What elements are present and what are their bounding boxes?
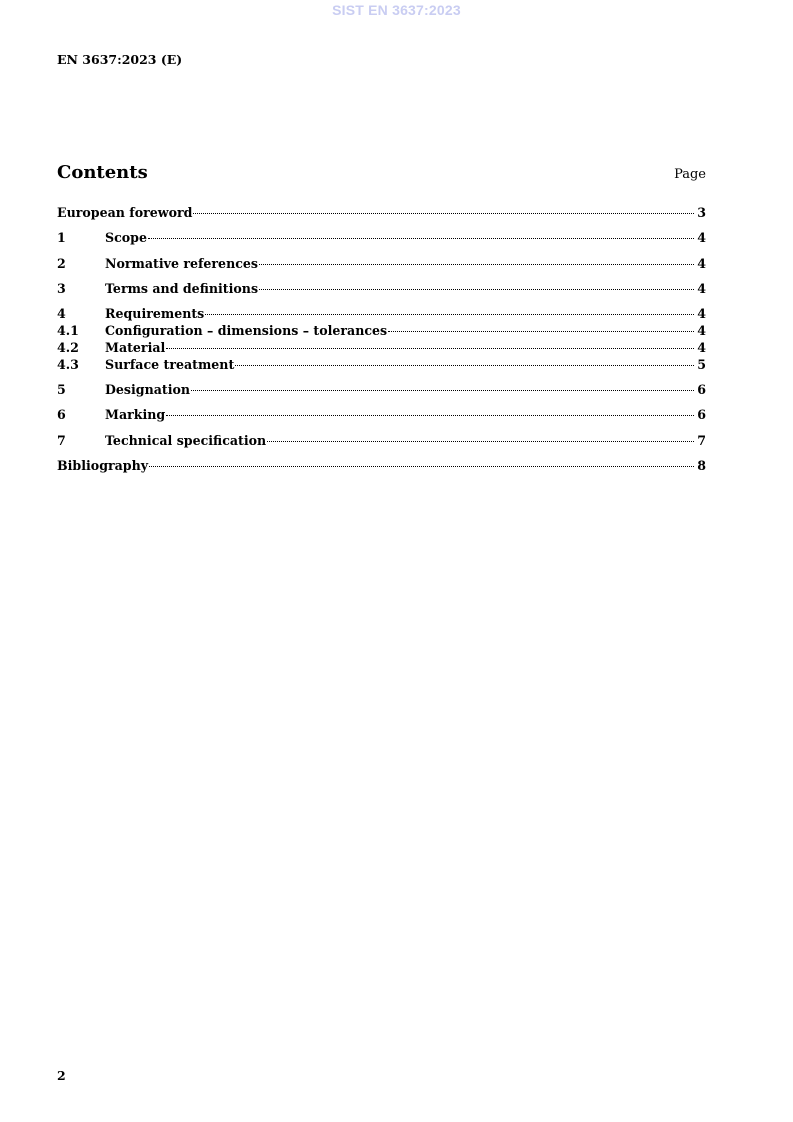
toc-entry-page: 4 — [697, 281, 706, 296]
dot-leader — [191, 390, 694, 391]
toc-entry-page: 8 — [697, 458, 706, 473]
toc-entry-page: 4 — [697, 306, 706, 321]
contents-heading: Contents — [57, 162, 148, 183]
toc-entry-title: Scope — [105, 230, 147, 245]
toc-entry-title: Technical specification — [105, 433, 267, 448]
toc-entry-page: 3 — [697, 205, 706, 220]
toc-entry-technical-specification[interactable] — [57, 433, 706, 449]
dot-leader — [148, 238, 694, 239]
toc-entry-title: Configuration – dimensions – tolerances — [105, 323, 388, 338]
toc-entry-number: 7 — [57, 433, 66, 448]
toc-entry-title: Requirements — [105, 306, 205, 321]
toc-entry-title: Marking — [105, 407, 166, 422]
toc-entry-page: 4 — [697, 340, 706, 355]
toc-entry-number: 4.1 — [57, 323, 79, 338]
toc-entry-page: 4 — [697, 323, 706, 338]
toc-entry-configuration[interactable] — [57, 323, 706, 339]
toc-entry-normative-references[interactable] — [57, 256, 706, 272]
toc-entry-number: 6 — [57, 407, 66, 422]
toc-entry-number: 4.3 — [57, 357, 79, 372]
dot-leader — [166, 415, 694, 416]
dot-leader — [267, 441, 694, 442]
toc-entry-surface-treatment[interactable] — [57, 357, 706, 373]
toc-entry-page: 5 — [697, 357, 706, 372]
toc-entry-page: 4 — [697, 256, 706, 271]
toc-entry-page: 7 — [697, 433, 706, 448]
toc-entry-scope[interactable] — [57, 230, 706, 246]
dot-leader — [259, 289, 694, 290]
toc-entry-bibliography[interactable] — [57, 458, 706, 474]
toc-entry-page: 6 — [697, 407, 706, 422]
toc-entry-title: Terms and definitions — [105, 281, 259, 296]
dot-leader — [149, 466, 694, 467]
toc-entry-number: 5 — [57, 382, 66, 397]
toc-entry-material[interactable] — [57, 340, 706, 356]
dot-leader — [166, 348, 694, 349]
toc-entry-page: 6 — [697, 382, 706, 397]
page-number: 2 — [57, 1068, 66, 1083]
toc-entry-european-foreword[interactable] — [57, 205, 706, 221]
toc-entry-page: 4 — [697, 230, 706, 245]
toc-entry-title: Designation — [105, 382, 191, 397]
toc-entry-terms-and-definitions[interactable] — [57, 281, 706, 297]
toc-entry-number: 2 — [57, 256, 66, 271]
toc-entry-requirements[interactable] — [57, 306, 706, 322]
toc-entry-title: European foreword — [57, 205, 193, 220]
watermark: SIST EN 3637:2023 — [332, 2, 461, 18]
toc-entry-title: Bibliography — [57, 458, 149, 473]
dot-leader — [193, 213, 694, 214]
toc-entry-number: 1 — [57, 230, 66, 245]
dot-leader — [205, 314, 694, 315]
toc-entry-number: 4.2 — [57, 340, 79, 355]
toc-entry-title: Surface treatment — [105, 357, 235, 372]
toc-entry-designation[interactable] — [57, 382, 706, 398]
dot-leader — [259, 264, 694, 265]
toc-entry-marking[interactable] — [57, 407, 706, 423]
dot-leader — [388, 331, 694, 332]
dot-leader — [235, 365, 694, 366]
toc-entry-number: 4 — [57, 306, 66, 321]
page-column-heading: Page — [674, 167, 706, 182]
toc-entry-number: 3 — [57, 281, 66, 296]
toc-entry-title: Material — [105, 340, 166, 355]
document-id: EN 3637:2023 (E) — [57, 52, 183, 67]
toc-entry-title: Normative references — [105, 256, 259, 271]
